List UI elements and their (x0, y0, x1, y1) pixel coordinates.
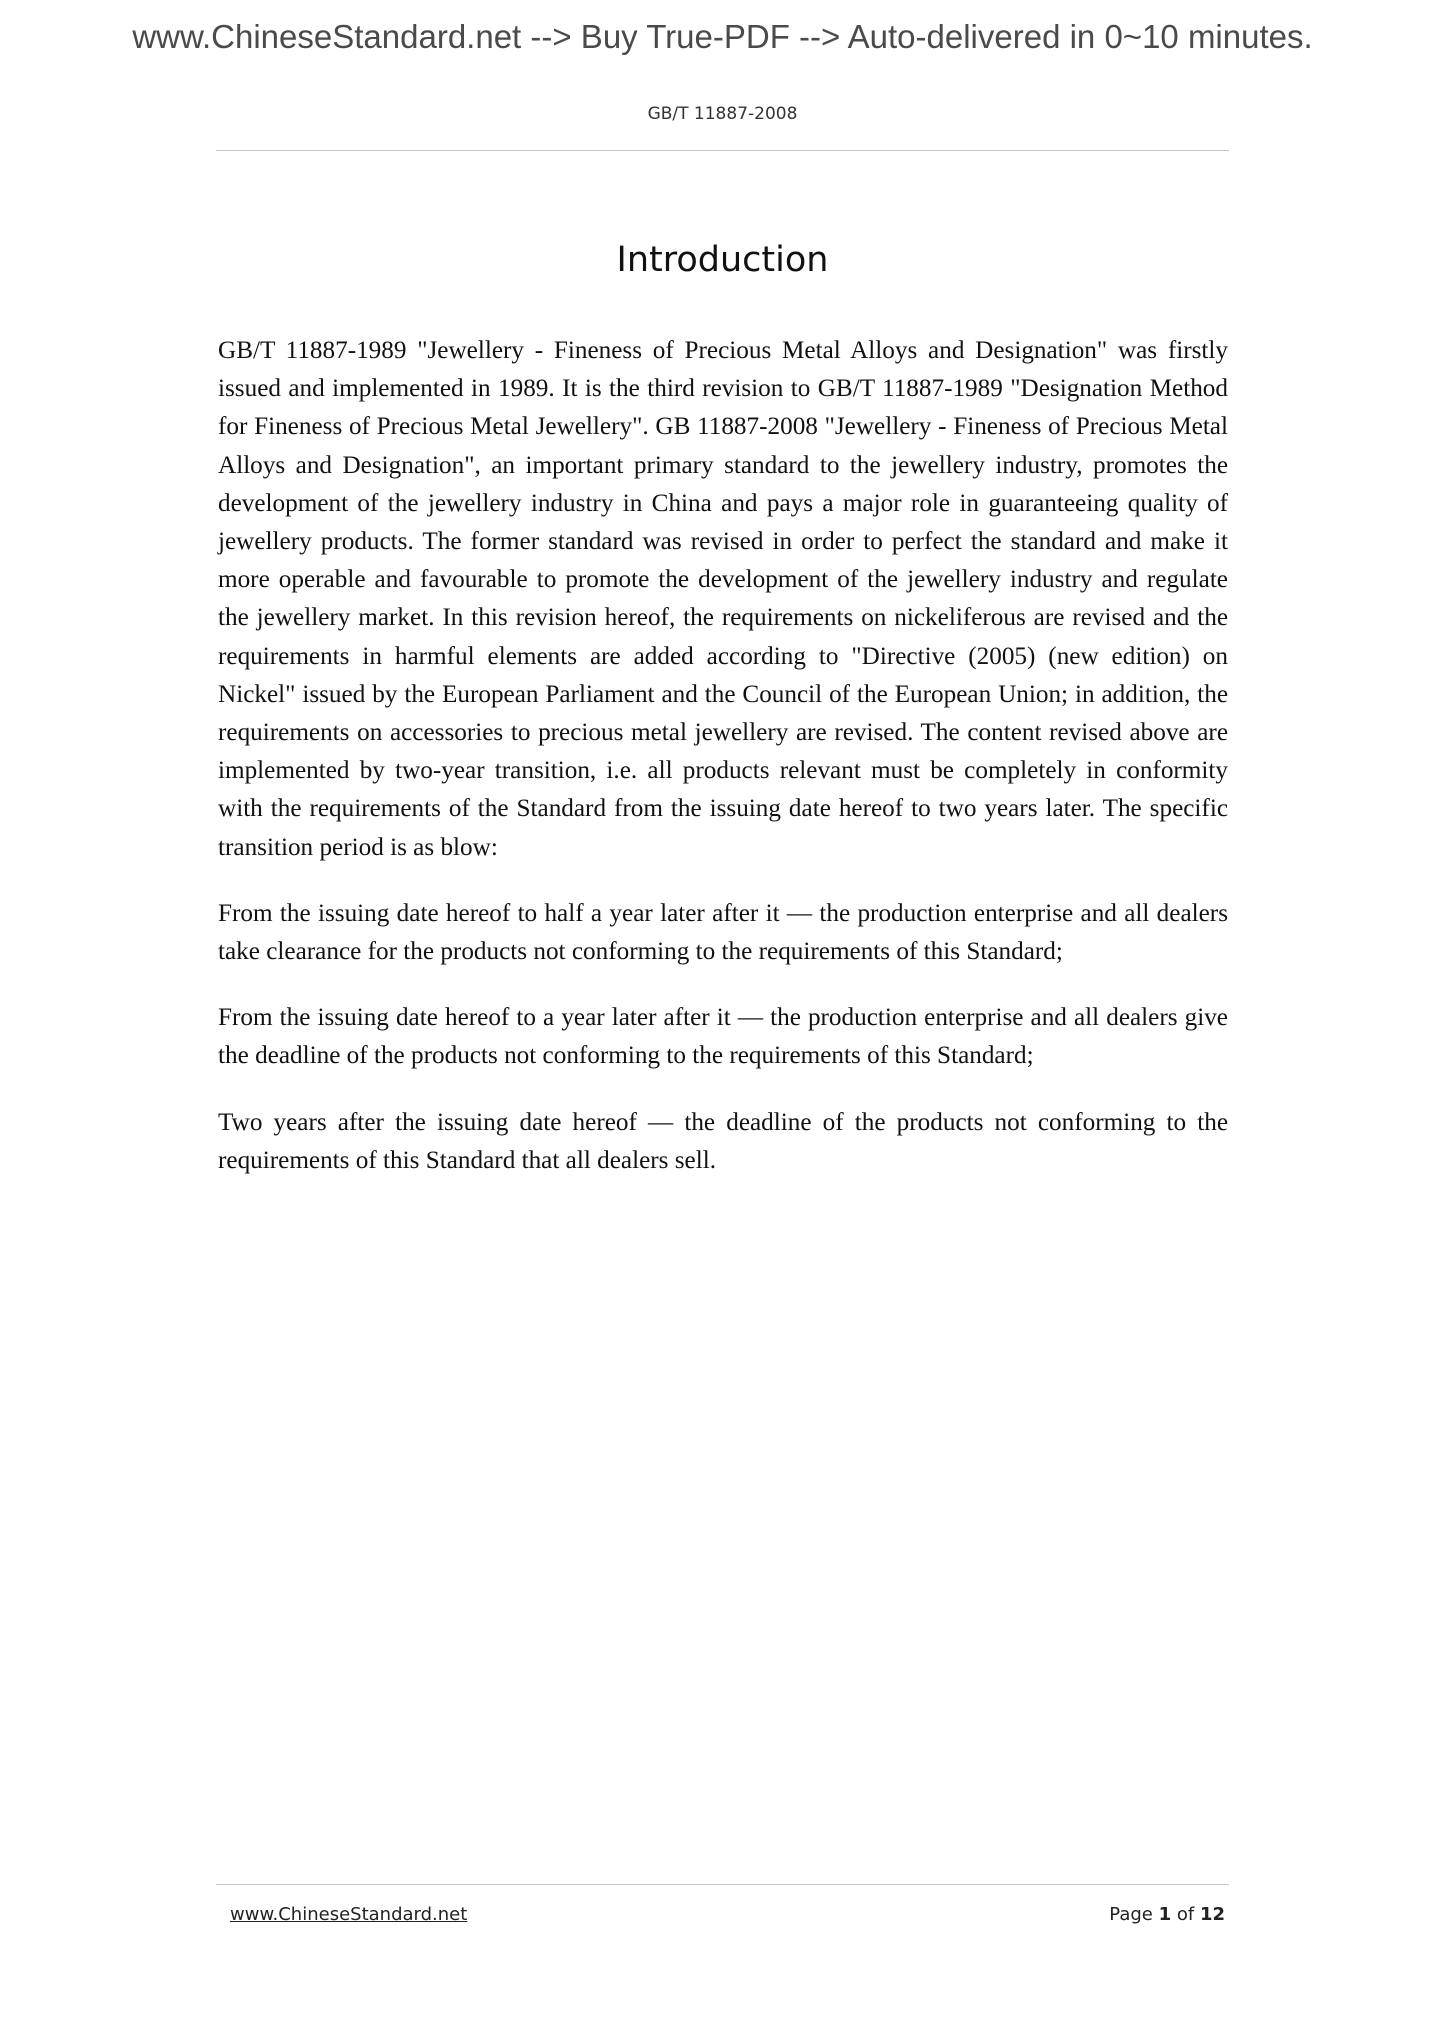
standard-code-header: GB/T 11887-2008 (647, 104, 798, 124)
paragraph-intro: GB/T 11887-1989 "Jewellery - Fineness of Precious Metal Alloys and Designation" was firstly issued and implemented in 1989. It is the third revision to GB/T 11887-1989 "Designation Method for Fineness of Precious Metal Jewellery". GB 11887-2008 "Jewellery - Fineness of Precious Metal Alloys and Designation", an important primary standard to the jewellery industry, promotes the development of the jewellery industry in China and pays a major role in guaranteeing quality of jewellery products. The former standard was revised in order to perfect the standard and make it more operable and favourable to promote the development of the jewellery industry and regulate the jewellery market. In this revision hereof, the requirements on nickeliferous are revised and the requirements in harmful elements are added according to "Directive (2005) (new edition) on Nickel" issued by the European Parliament and the Council of the European Union; in addition, the requirements on accessories to precious metal jewellery are revised. The content revised above are implemented by two-year transition, i.e. all products relevant must be completely in conformity with the requirements of the Standard from the issuing date hereof to two years later. The specific transition period is as blow: (218, 337, 1228, 861)
footer-divider (216, 1884, 1229, 1885)
paragraph-transition-two-years: Two years after the issuing date hereof — the deadline of the products not conforming to the requirements of this Standard that all dealers sell. (218, 1108, 1228, 1174)
header-divider (216, 150, 1229, 151)
paragraph-transition-half-year: From the issuing date hereof to half a year later after it — the production enterprise and all dealers take clearance for the products not conforming to the requirements of this Standard; (218, 899, 1228, 966)
page-of: of (1171, 1904, 1200, 1925)
document-body (218, 332, 1228, 1208)
footer-site-link[interactable]: www.ChineseStandard.net (230, 1904, 468, 1925)
page-title: Introduction (616, 240, 829, 280)
site-banner: www.ChineseStandard.net --> Buy True-PDF --> Auto-delivered in 0~10 minutes. (132, 18, 1313, 55)
page-current: 1 (1158, 1904, 1172, 1925)
paragraph-transition-one-year: From the issuing date hereof to a year later after it — the production enterprise and all dealers give the deadline of the products not conforming to the requirements of this Standard; (218, 1004, 1228, 1070)
page-number (1109, 1904, 1225, 1925)
page-total: 12 (1199, 1904, 1225, 1925)
page-prefix: Page (1109, 1904, 1159, 1925)
